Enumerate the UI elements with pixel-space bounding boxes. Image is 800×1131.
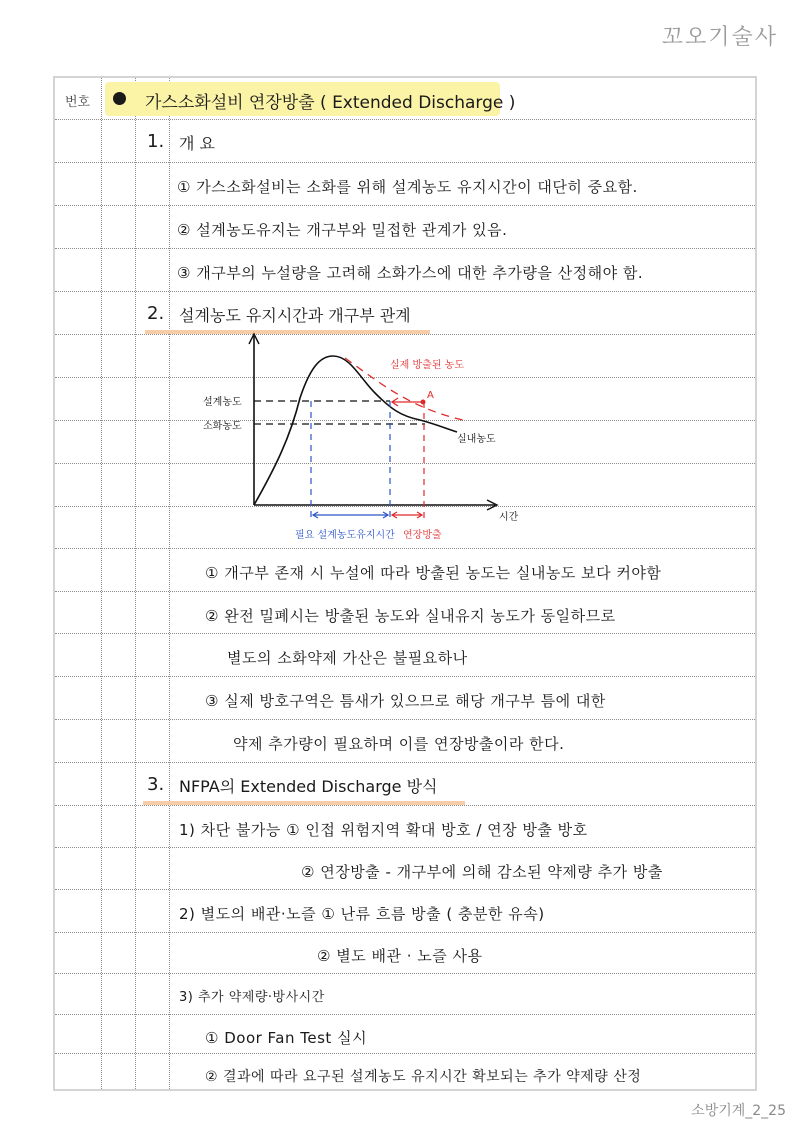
item-text: ③ 개구부의 누설량을 고려해 소화가스에 대한 추가량을 산정해야 함. <box>177 264 644 282</box>
actual-discharge-label: 실제 방출된 농도 <box>390 360 464 371</box>
item-text: ② 연장방출 - 개구부에 의해 감소된 약제량 추가 방출 <box>301 863 663 881</box>
list-item <box>55 250 755 292</box>
list-item <box>55 721 755 763</box>
item-text: ③ 실제 방호구역은 틈새가 있으므로 해당 개구부 틈에 대한 <box>205 692 606 710</box>
item-text: 2) 별도의 배관·노즐 ① 난류 흐름 방출 ( 충분한 유속) <box>179 905 545 923</box>
list-item <box>55 164 755 206</box>
list-item <box>55 974 755 1016</box>
item-text: 약제 추가량이 필요하며 이를 연장방출이라 한다. <box>233 735 565 753</box>
section-number: 1. <box>147 131 165 152</box>
item-text: ① 가스소화설비는 소화를 위해 설계농도 유지시간이 대단히 중요함. <box>177 178 638 196</box>
section-underline <box>143 801 465 805</box>
list-item <box>55 891 755 933</box>
x-axis-label: 시간 <box>499 512 519 523</box>
indoor-concentration-curve <box>254 356 457 505</box>
list-item <box>55 933 755 975</box>
item-text: ② 설계농도유지는 개구부와 밀접한 관계가 있음. <box>177 221 508 239</box>
page-title: 가스소화설비 연장방출 ( Extended Discharge ) <box>145 93 516 113</box>
section-number: 3. <box>147 774 165 795</box>
header-row <box>55 78 755 120</box>
section-title: 개 요 <box>179 134 215 153</box>
grid-row-line <box>55 548 755 549</box>
required-hold-time-label: 필요 설계농도유지시간 <box>295 530 395 541</box>
list-item <box>55 807 755 849</box>
item-text: 1) 차단 불가능 ① 인접 위험지역 확대 방호 / 연장 방출 방호 <box>179 821 588 839</box>
section-number: 2. <box>147 303 165 324</box>
concentration-time-chart <box>195 328 535 548</box>
section-title: 설계농도 유지시간과 개구부 관계 <box>179 306 411 325</box>
item-text: ① Door Fan Test 실시 <box>205 1029 368 1047</box>
list-item <box>55 849 755 891</box>
indoor-concentration-label: 실내농도 <box>457 434 496 445</box>
list-item <box>55 1054 755 1096</box>
extended-discharge-label: 연장방출 <box>403 530 442 541</box>
list-item <box>55 207 755 249</box>
list-item <box>55 678 755 720</box>
item-text: ② 별도 배관 · 노즐 사용 <box>317 947 483 965</box>
point-a-marker <box>421 400 426 405</box>
extinguishing-concentration-label: 소화농도 <box>203 421 242 432</box>
section-title: NFPA의 Extended Discharge 방식 <box>179 777 438 796</box>
section-1-heading <box>55 121 755 163</box>
list-item <box>55 550 755 592</box>
item-text: ② 결과에 따라 요구된 설계농도 유지시간 확보되는 추가 약제량 산정 <box>205 1069 642 1085</box>
design-concentration-label: 설계농도 <box>203 397 242 408</box>
point-a-label: A <box>427 390 434 401</box>
item-text: ① 개구부 존재 시 누설에 따라 방출된 농도는 실내농도 보다 커야함 <box>205 564 662 582</box>
item-text: 3) 추가 약제량·방사시간 <box>179 990 325 1005</box>
page-footer: 소방기계_2_25 <box>691 1103 786 1119</box>
bullet-icon <box>113 92 126 105</box>
item-text: ② 완전 밀폐시는 방출된 농도와 실내유지 농도가 동일하므로 <box>205 607 616 625</box>
brand-label: 꼬오기술사 <box>661 25 778 50</box>
list-item <box>55 1015 755 1057</box>
list-item <box>55 635 755 677</box>
item-text: 별도의 소화약제 가산은 불필요하나 <box>227 649 468 667</box>
list-item <box>55 593 755 635</box>
section-3-heading <box>55 764 755 806</box>
note-sheet <box>53 76 757 1091</box>
number-header: 번호 <box>65 95 91 110</box>
